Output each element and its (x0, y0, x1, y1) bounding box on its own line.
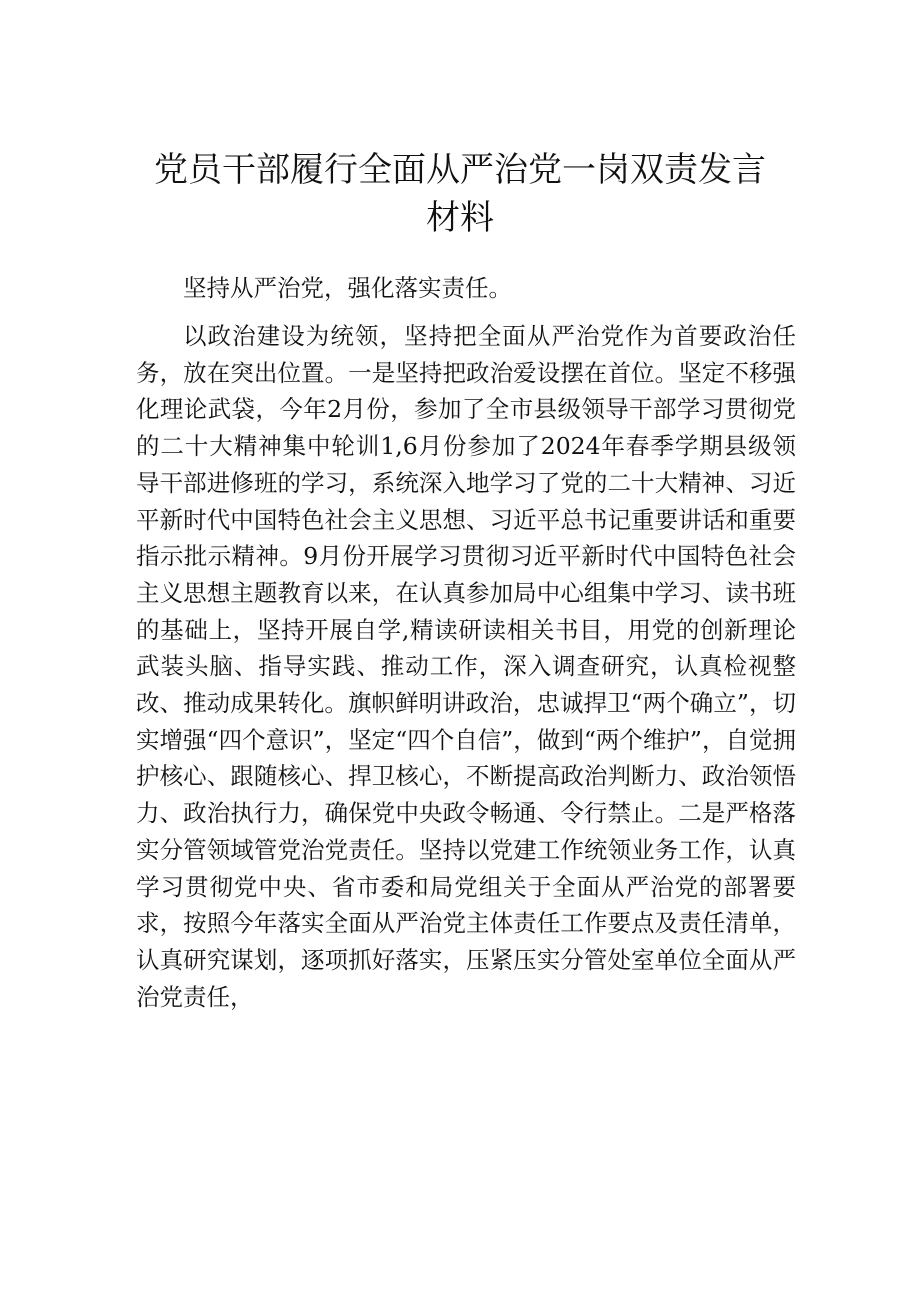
paragraph-1: 坚持从严治党，强化落实责任。 (183, 274, 512, 302)
document-title-line-2: 材料 (426, 198, 494, 238)
paragraph-2: 以政治建设为统领，坚持把全面从严治党作为首要政治任务，放在突出位置。一是坚持把政治爱设摆在首位。坚定不移强化理论武袋，今年2月份，参加了全市县级领导干部学习贯彻党的二十大精神集中轮训1,6月份参加了2024年春季学期县级领导干部进修班的学习，系统深入地学习了党的二十大精神、习近平新时代中国特色社会主义思想、习近平总书记重要讲话和重要指示批示精神。9月份开展学习贯彻习近平新时代中国特色社会主义思想主题教育以来，在认真参加局中心组集中学习、读书班的基础上，坚持开展自学,精读研读相关书目，用党的创新理论武装头脑、指导实践、推动工作，深入调查研究，认真检视整改、推动成果转化。旗帜鲜明讲政治，忠诚捍卫“两个确立”，切实增强“四个意识”，坚定“四个自信”，做到“两个维护”，自觉拥护核心、跟随核心、捍卫核心，不断提高政治判断力、政治领悟力、政治执行力，确保党中央政令畅通、令行禁止。二是严格落实分管领域管党治党责任。坚持以党建工作统领业务工作，认真学习贯彻党中央、省市委和局党组关于全面从严治党的部署要求，按照今年落实全面从严治党主体责任工作要点及责任清单，认真研究谋划，逐项抓好落实，压紧压实分管处室单位全面从严治党责任， (136, 322, 796, 1011)
document-title-line-1: 党员干部履行全面从严治党一岗双责发言 (154, 150, 766, 190)
